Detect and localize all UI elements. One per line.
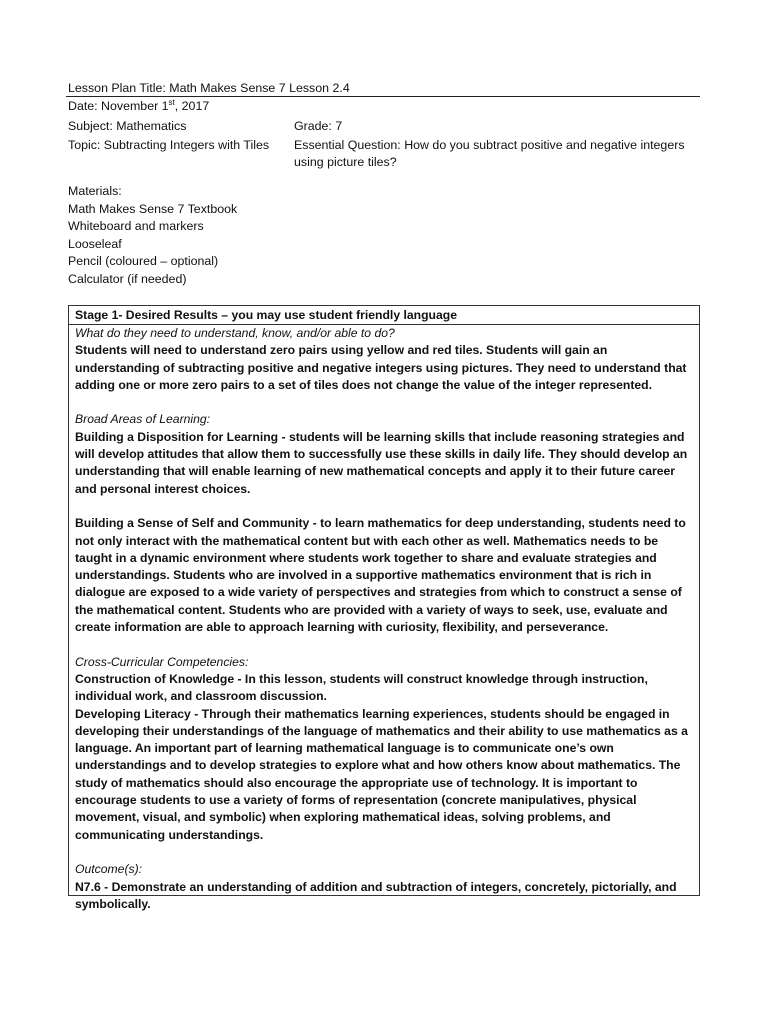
materials-list <box>68 183 237 288</box>
lesson-plan-title: Lesson Plan Title: Math Makes Sense 7 Lesson 2.4 <box>68 81 350 95</box>
competency-literacy: Developing Literacy - Through their mathematics learning experiences, students should be engaged in developing their understandings of the language of mathematics and their ability to use mathematics as a language. An important part of learning mathematical language is to communicate one’s own understandings and to develop strategies to explore what and how others know about mathematics. The study of mathematics should also encourage the appropriate use of technology. It is important to encourage students to use a variety of forms of representation (concrete manipulatives, physical movement, visual, and symbolic) when exploring mathematical ideas, solving problems, and communicating understandings. <box>75 706 688 842</box>
material-item: Calculator (if needed) <box>68 271 187 286</box>
material-item: Whiteboard and markers <box>68 219 204 233</box>
stage1-body <box>69 325 699 913</box>
date-prefix: Date: November 1 <box>68 99 169 113</box>
essential-question: Essential Question: How do you subtract positive and negative integers using picture tiles? <box>294 138 685 169</box>
broad-areas-heading: Broad Areas of Learning: <box>75 412 211 427</box>
materials-heading: Materials: <box>68 184 122 198</box>
header-divider <box>66 96 700 97</box>
stage1-table <box>68 305 700 911</box>
lesson-topic: Topic: Subtracting Integers with Tiles <box>68 138 270 152</box>
cross-curricular-heading: Cross-Curricular Competencies: <box>75 654 249 669</box>
understanding-question: What do they need to understand, know, and/or able to do? <box>75 326 395 340</box>
date-ordinal: st <box>168 97 175 107</box>
lesson-date <box>68 98 209 115</box>
understanding-text: Students will need to understand zero pairs using yellow and red tiles. Students will gain an understanding of subtracting positive and negative integers using pictures. They need to understand that adding one or more zero pairs to a set of tiles does not change the value of the integer represented. <box>75 343 687 392</box>
competency-construction: Construction of Knowledge - In this lesson, students will construct knowledge through instruction, individual work, and classroom discussion. <box>75 671 648 704</box>
material-item: Pencil (coloured – optional) <box>68 254 219 268</box>
broad-area-self-community: Building a Sense of Self and Community - to learn mathematics for deep understanding, students need to not only interact with the mathematical content but with each other as well. Mathematics needs to be taught in a dynamic environment where students work together to share and evaluate strategies and understandings. Students who are involved in a supportive mathematics environment that is rich in dialogue are exposed to a wide variety of perspectives and strategies from which to construct a sense of the mathematical content. Students who are provided with a variety of ways to seek, use, evaluate and create information are able to approach learning with curiosity, flexibility, and perseverance. <box>75 516 686 635</box>
outcome-n7-6: N7.6 - Demonstrate an understanding of addition and subtraction of integers, concretely, pictorially, and symbolically. <box>75 879 677 911</box>
material-item: Looseleaf <box>68 236 122 251</box>
lesson-subject: Subject: Mathematics <box>68 119 187 133</box>
date-suffix: , 2017 <box>174 99 210 113</box>
broad-area-disposition: Building a Disposition for Learning - students will be learning skills that include reasoning strategies and will develop attitudes that allow them to successfully use these skills in daily life. They should develop an understanding that will enable learning of new mathematical concepts and apply it to their future career and personal interest choices. <box>75 429 688 496</box>
stage1-heading: Stage 1- Desired Results – you may use student friendly language <box>69 306 699 325</box>
outcomes-heading: Outcome(s): <box>75 862 143 877</box>
lesson-grade: Grade: 7 <box>294 119 343 133</box>
material-item: Math Makes Sense 7 Textbook <box>68 201 238 216</box>
